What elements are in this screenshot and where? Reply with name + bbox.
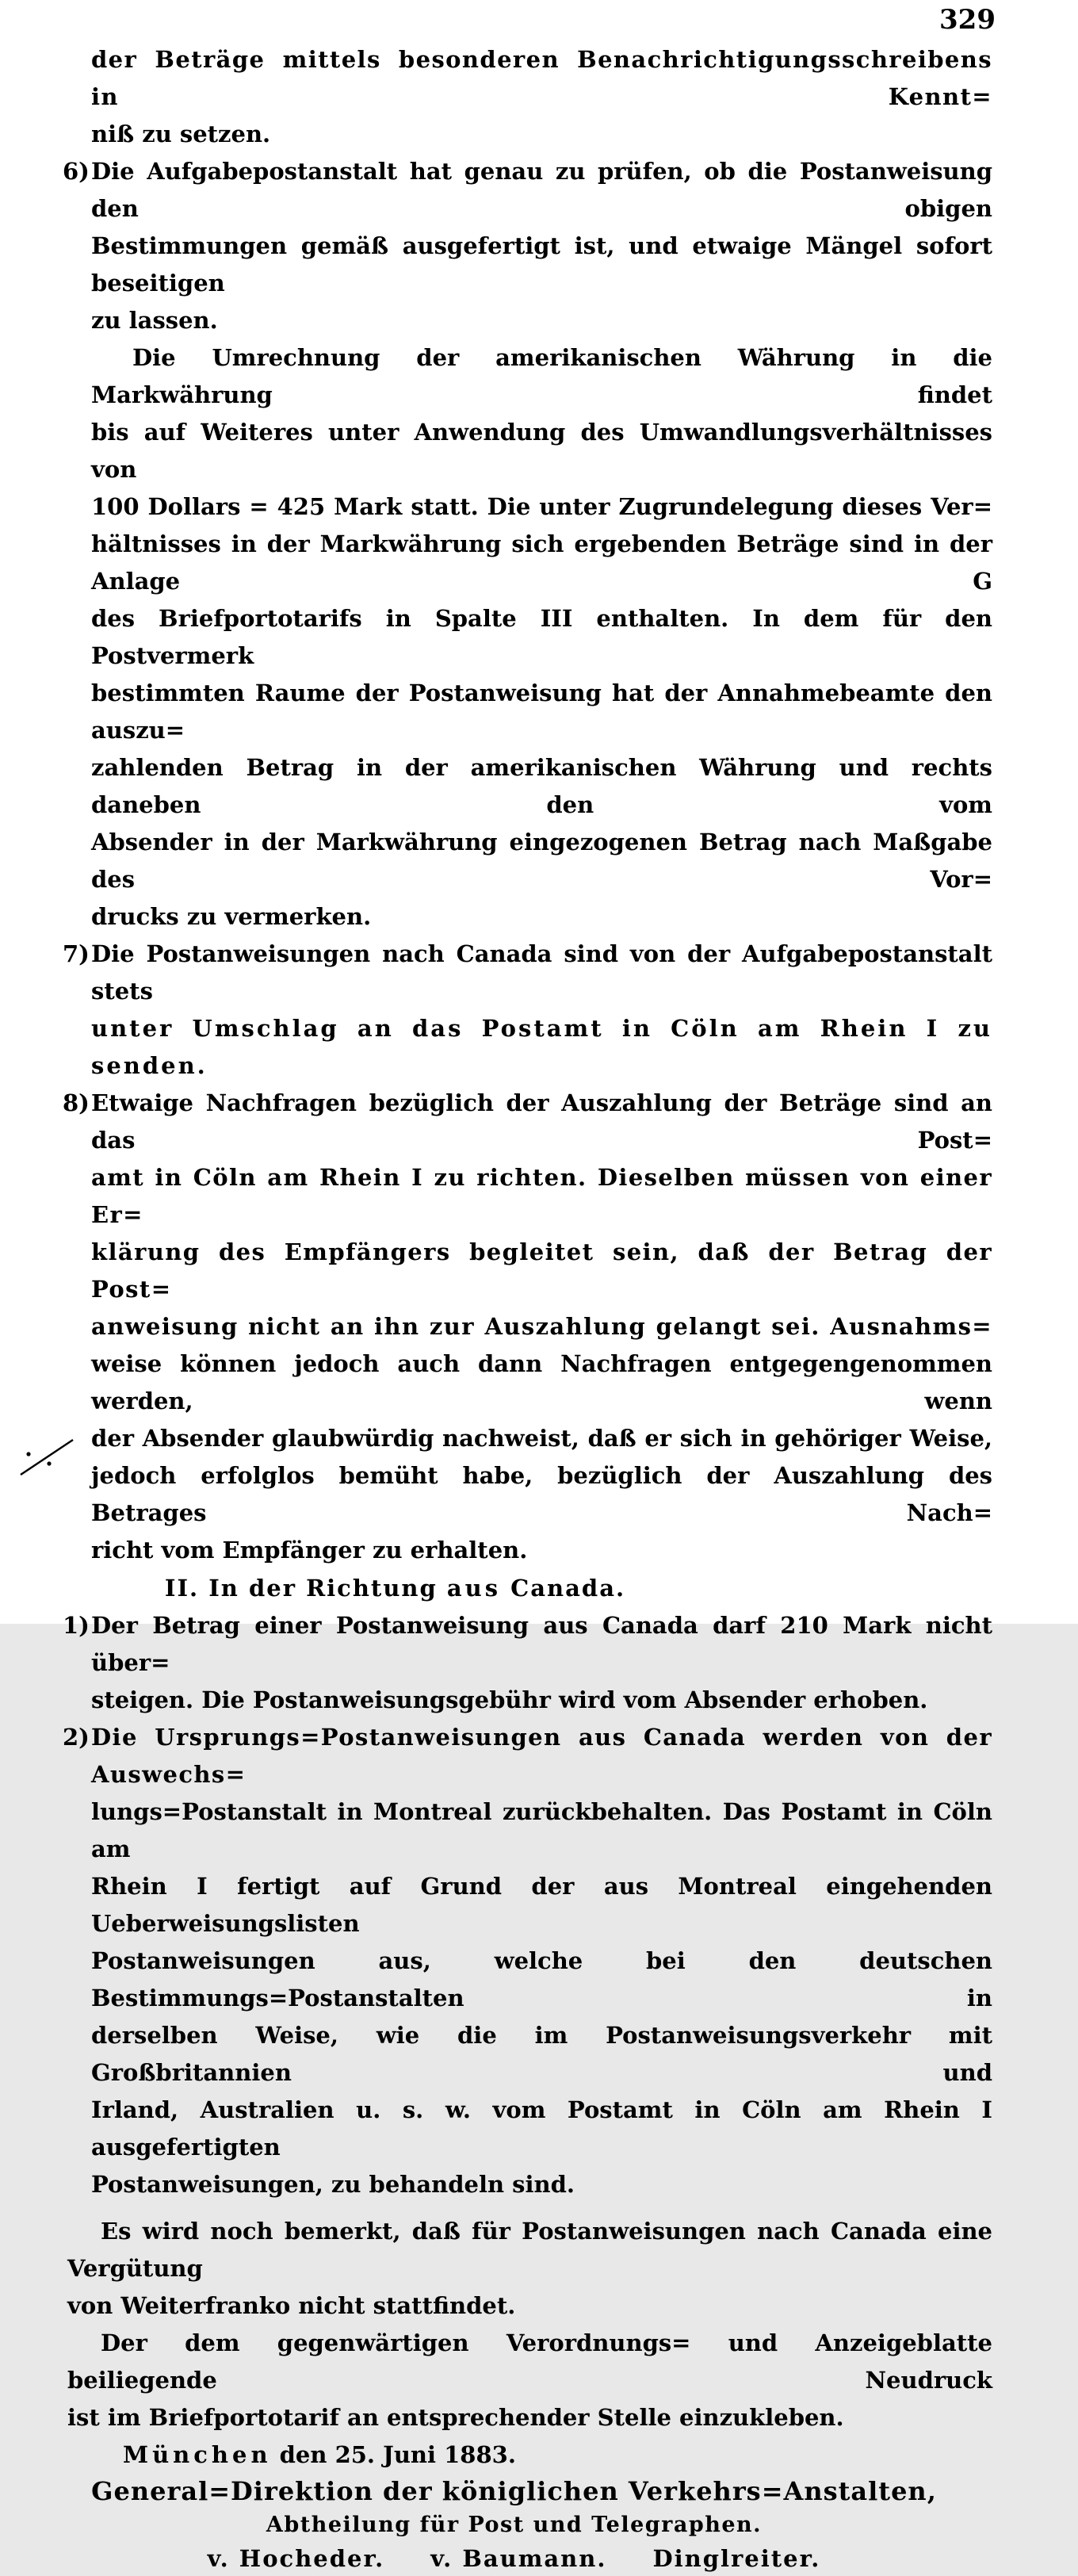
signature-name: Dinglreiter.: [652, 2545, 821, 2572]
signature-name: v. Baumann.: [430, 2545, 607, 2572]
text-line: lungs=Postanstalt in Montreal zurückbehalten. Das Postamt in Cöln am: [91, 1798, 992, 1862]
text-line: richt vom Empfänger zu erhalten.: [91, 1537, 528, 1564]
text-line: Absender in der Markwährung eingezogenen Betrag nach Maßgabe des Vor=: [91, 829, 992, 893]
list-item-6: [63, 153, 992, 339]
text-line: ist im Briefportotarif an entsprechender Stelle einzukleben.: [67, 2404, 844, 2431]
text-line: jedoch erfolglos bemüht habe, bezüglich der Auszahlung des Betrages Nach=: [91, 1462, 992, 1526]
text-line: Etwaige Nachfragen bezüglich der Auszahlung der Beträge sind an das Post=: [91, 1089, 992, 1154]
date-city: München: [123, 2441, 272, 2468]
heading-text: II. In der Richtung: [164, 1575, 447, 1602]
text-line: weise können jedoch auch dann Nachfragen entgegengenommen werden, wenn: [91, 1350, 992, 1414]
text-line: bis auf Weiteres unter Anwendung des Umwandlungsverhältnisses von: [91, 419, 992, 483]
text-line: zahlenden Betrag in der amerikanischen Währung und rechts daneben den vom: [91, 754, 992, 818]
text-line: der Absender glaubwürdig nachweist, daß er sich in gehöriger Weise,: [91, 1425, 992, 1452]
heading-text: Canada.: [501, 1575, 626, 1602]
text-line: Der Betrag einer Postanweisung aus Canada darf 210 Mark nicht über=: [91, 1612, 992, 1676]
signature-department: Abtheilung für Post und Telegraphen.: [266, 2513, 763, 2537]
text-line: hältnisses in der Markwährung sich ergebenden Beträge sind in der Anlage G: [91, 530, 992, 595]
text-line: Die Ursprungs=Postanweisungen aus Canada werden von der Auswechs=: [91, 1724, 992, 1788]
paragraph-insert-note: [67, 2325, 992, 2436]
signature-authority: General=Direktion der königlichen Verkehrs=Anstalten,: [91, 2476, 937, 2506]
text-line: 100 Dollars = 425 Mark statt. Die unter Zugrundelegung dieses Ver=: [91, 493, 992, 520]
item-number: 1): [63, 1612, 90, 1639]
signature-name: v. Hocheder.: [207, 2545, 385, 2572]
text-line: Postanweisungen aus, welche bei den deutschen Bestimmungs=Postanstalten in: [91, 1947, 992, 2011]
text-line: des Briefportotarifs in Spalte III enthalten. In dem für den Postvermerk: [91, 605, 992, 669]
paragraph-currency-conversion: [91, 339, 992, 936]
item-number: 7): [63, 940, 90, 967]
text-line: steigen. Die Postanweisungsgebühr wird vom Absender erhoben.: [91, 1686, 928, 1713]
text-line: unter Umschlag an das Postamt in Cöln am Rhein I zu senden.: [91, 1015, 992, 1079]
list-item-II-2: [63, 1719, 992, 2203]
list-item-8: [63, 1085, 992, 1569]
text-line: niß zu setzen.: [91, 121, 271, 147]
item-number: 8): [63, 1089, 90, 1116]
text-line: Der dem gegenwärtigen Verordnungs= und Anzeigeblatte beiliegende Neudruck: [67, 2329, 992, 2394]
text-line: amt in Cöln am Rhein I zu richten. Dieselben müssen von einer Er=: [91, 1164, 992, 1228]
signature-names: [67, 2541, 992, 2576]
text-line: Die Umrechnung der amerikanischen Währung in die Markwährung findet: [91, 344, 992, 408]
text-line: drucks zu vermerken.: [91, 903, 372, 930]
text-line: Postanweisungen, zu behandeln sind.: [91, 2171, 575, 2198]
item-number: 6): [63, 158, 90, 185]
list-item-7: [63, 936, 992, 1085]
text-line: klärung des Empfängers begleitet sein, daß der Betrag der Post=: [91, 1238, 992, 1303]
text-line: Rhein I fertigt auf Grund der aus Montreal eingehenden Ueberweisungslisten: [91, 1873, 992, 1937]
date-line: [67, 2436, 992, 2474]
paragraph-continuation: [91, 41, 992, 153]
text-line: Bestimmungen gemäß ausgefertigt ist, und etwaige Mängel sofort beseitigen: [91, 232, 992, 297]
section-heading: [67, 1569, 992, 1607]
text-line: bestimmten Raume der Postanweisung hat der Annahmebeamte den auszu=: [91, 679, 992, 744]
text-line: Es wird noch bemerkt, daß für Postanweisungen nach Canada eine Vergütung: [67, 2218, 992, 2282]
text-line: Irland, Australien u. s. w. vom Postamt in Cöln am Rhein I ausgefertigten: [91, 2096, 992, 2161]
text-line: von Weiterfranko nicht stattfindet.: [67, 2292, 516, 2319]
date-rest: den 25. Juni 1883.: [271, 2441, 516, 2468]
text-line: Die Postanweisungen nach Canada sind von der Aufgabepostanstalt stets: [91, 940, 992, 1005]
heading-emphasis: aus: [446, 1575, 502, 1602]
item-number: 2): [63, 1724, 90, 1751]
text-line: zu lassen.: [91, 307, 218, 334]
paragraph-remark: [67, 2213, 992, 2325]
text-line: der Beträge mittels besonderen Benachrichtigungsschreibens in Kennt=: [91, 46, 992, 110]
text-line: Die Aufgabepostanstalt hat genau zu prüfen, ob die Postanweisung den obigen: [91, 158, 992, 222]
handwritten-margin-mark-icon: [16, 1437, 78, 1478]
page-number: 329: [939, 4, 996, 36]
text-line: derselben Weise, wie die im Postanweisungsverkehr mit Großbritannien und: [91, 2022, 992, 2086]
text-line: anweisung nicht an ihn zur Auszahlung gelangt sei. Ausnahms=: [91, 1313, 992, 1340]
list-item-II-1: [63, 1607, 992, 1719]
